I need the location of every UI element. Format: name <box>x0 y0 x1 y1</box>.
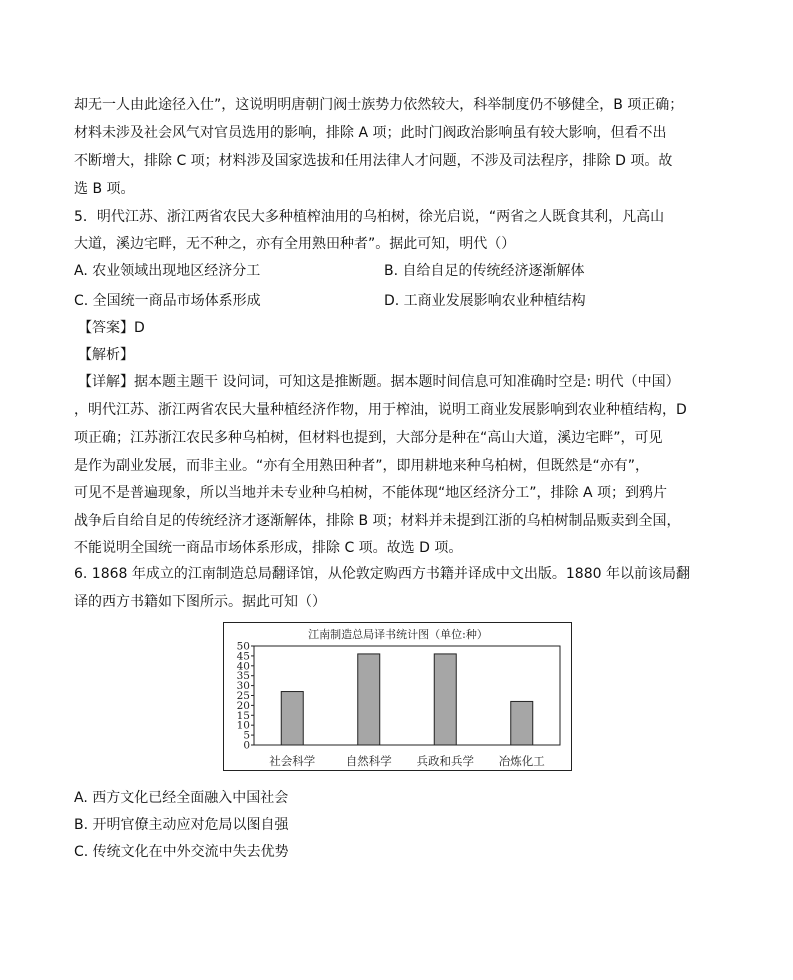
y-tick-label: 5 <box>243 729 250 742</box>
q5-detail-2: ，明代江苏、浙江两省农民大量种植经济作物，用于榨油，说明工商业发展影响到农业种植结构，D <box>74 402 687 418</box>
bar-3 <box>434 654 456 745</box>
chart-title: 江南制造总局译书统计图（单位:种） <box>308 628 488 641</box>
y-tick-label: 25 <box>236 690 250 702</box>
y-tick-label: 35 <box>236 670 250 683</box>
y-tick-label: 0 <box>243 739 250 752</box>
q5-detail-4: 是作为副业发展，而非主业。“亦有全用熟田种者”，即用耕地来种乌柏树，但既然是“亦有”， <box>74 458 650 474</box>
q5-analysis-label: 【解析】 <box>78 347 134 363</box>
q6-option-c: C. 传统文化在中外交流中失去优势 <box>74 844 289 860</box>
y-tick-label: 50 <box>236 640 250 653</box>
q6-stem-2: 译的西方书籍如下图所示。据此可知（） <box>74 594 326 610</box>
q5-detail-1: 【详解】据本题主题干 设问词，可知这是推断题。据本题时间信息可知准确时空是: 明代（中国） <box>78 374 680 390</box>
q5-option-a: A. 农业领域出现地区经济分工 <box>74 263 261 279</box>
q5-stem-1: 5．明代江苏、浙江两省农民大多种植榨油用的乌桕树，徐光启说，“两省之人既食其利，凡高山 <box>74 209 665 225</box>
prev-line-3: 不断增大，排除 C 项；材料涉及国家选拔和任用法律人才问题，不涉及司法程序，排除 D 项。故 <box>74 153 673 169</box>
q5-answer: 【答案】D <box>78 320 145 336</box>
y-tick-label: 40 <box>236 660 250 673</box>
y-tick-label: 15 <box>236 709 250 722</box>
chart-canvas <box>224 623 573 772</box>
category-label: 冶炼化工 <box>498 754 545 768</box>
y-tick-label: 20 <box>236 699 250 712</box>
category-label: 兵政和兵学 <box>416 754 474 768</box>
y-tick-label: 45 <box>236 650 250 663</box>
bar-1 <box>281 692 303 745</box>
q5-detail-5: 可见不是普遍现象，所以当地并未专业种乌柏树，不能体现“地区经济分工”，排除 A 项；到鸦片 <box>74 485 667 501</box>
prev-line-1: 却无一人由此途径入仕”，这说明明唐朝门阀士族势力依然较大，科举制度仍不够健全，B 项正确； <box>74 97 684 113</box>
q5-detail-3: 项正确；江苏浙江农民多种乌柏树，但材料也提到，大部分是种在“高山大道，溪边宅畔”，可见 <box>74 430 663 446</box>
q5-detail-6: 战争后自给自足的传统经济才逐渐解体，排除 B 项；材料并未提到江浙的乌柏树制品贩卖到全国， <box>74 513 681 529</box>
bar-4 <box>511 701 533 745</box>
translation-bar-chart <box>223 622 572 771</box>
y-tick-label: 30 <box>236 680 250 693</box>
q6-option-a: A. 西方文化已经全面融入中国社会 <box>74 790 289 806</box>
prev-line-4: 选 B 项。 <box>74 181 135 197</box>
category-label: 自然科学 <box>345 754 392 768</box>
bar-2 <box>358 654 380 745</box>
q5-option-d: D. 工商业发展影响农业种植结构 <box>384 293 586 309</box>
q5-option-b: B. 自给自足的传统经济逐渐解体 <box>384 263 585 279</box>
q6-option-b: B. 开明官僚主动应对危局以图自强 <box>74 817 289 833</box>
prev-line-2: 材料未涉及社会风气对官员选用的影响，排除 A 项；此时门阀政治影响虽有较大影响，但看不出 <box>74 125 667 141</box>
q5-stem-2: 大道，溪边宅畔，无不种之，亦有全用熟田种者”。据此可知，明代（） <box>74 236 516 252</box>
category-label: 社会科学 <box>269 754 316 768</box>
q5-detail-7: 不能说明全国统一商品市场体系形成，排除 C 项。故选 D 项。 <box>74 540 463 556</box>
q5-option-c: C. 全国统一商品市场体系形成 <box>74 293 261 309</box>
y-tick-label: 10 <box>236 719 250 732</box>
q6-stem-1: 6. 1868 年成立的江南制造总局翻译馆，从伦敦定购西方书籍并译成中文出版。1880 年以前该局翻 <box>74 566 690 582</box>
